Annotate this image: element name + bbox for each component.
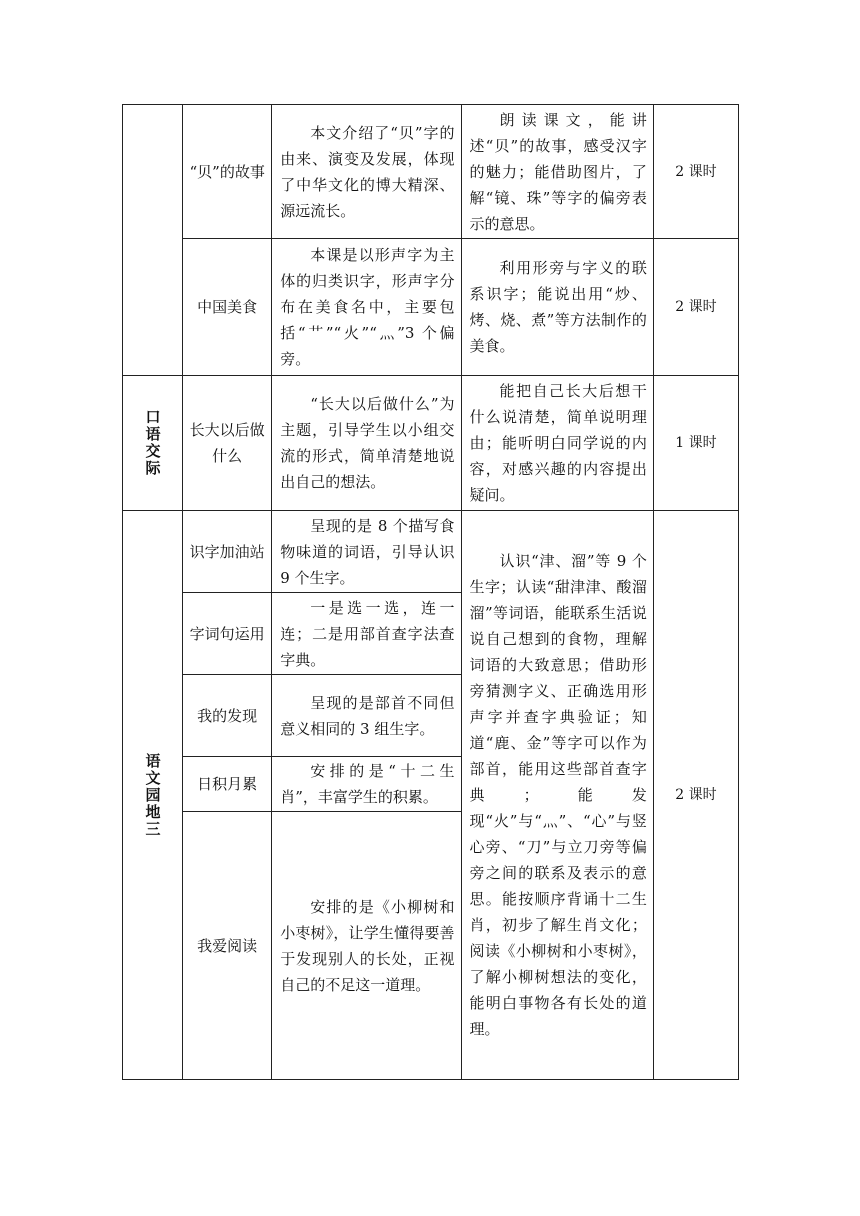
lesson-content: 呈现的是部首不同但意义相同的 3 组生字。 xyxy=(272,675,461,757)
lesson-hours: 2 课时 xyxy=(653,239,738,376)
section-title: 口语交际 xyxy=(143,409,162,477)
lesson-hours: 2 课时 xyxy=(653,105,738,239)
lesson-hours: 2 课时 xyxy=(653,511,738,1080)
section-cell xyxy=(123,376,183,511)
lesson-name: “贝”的故事 xyxy=(183,105,272,239)
lesson-content: 安排的是《小柳树和小枣树》，让学生懂得要善于发现别人的长处，正视自己的不足这一道理。 xyxy=(272,812,461,1080)
lesson-name: 字词句运用 xyxy=(183,593,272,675)
table-row xyxy=(123,239,739,376)
lesson-goal: 认识“津、溜”等 9 个生字；认读“甜津津、酸溜溜”等词语，能联系生活说说自己想到的食物，理解词语的大致意思；借助形旁猜测字义、正确选用形声字并查字典验证；知道“鹿、金”等字可以作为部首，能用这些部首查字典；能发现“火”与“灬”、“心”与竖心旁、“刀”与立刀旁等偏旁之间的联系及表示的意思。能按顺序背诵十二生肖，初步了解生肖文化；阅读《小柳树和小枣树》，了解小柳树想法的变化，能明白事物各有长处的道理。 xyxy=(461,511,653,1080)
section-cell xyxy=(123,105,183,376)
lesson-content: 本文介绍了“贝”字的由来、演变及发展，体现了中华文化的博大精深、源远流长。 xyxy=(272,105,461,239)
section-title: 语文园地三 xyxy=(143,752,162,838)
section-cell xyxy=(123,511,183,1080)
lesson-name: 我的发现 xyxy=(183,675,272,757)
lesson-name: 中国美食 xyxy=(183,239,272,376)
lesson-name: 长大以后做什么 xyxy=(183,376,272,511)
lesson-name: 我爱阅读 xyxy=(183,812,272,1080)
lesson-name: 日积月累 xyxy=(183,757,272,812)
lesson-content: “长大以后做什么”为主题，引导学生以小组交流的形式，简单清楚地说出自己的想法。 xyxy=(272,376,461,511)
table-row xyxy=(123,376,739,511)
lesson-content: 安排的是“十二生肖”，丰富学生的积累。 xyxy=(272,757,461,812)
lesson-hours: 1 课时 xyxy=(653,376,738,511)
lesson-content: 呈现的是 8 个描写食物味道的词语，引导认识 9 个生字。 xyxy=(272,511,461,593)
lesson-plan-table xyxy=(122,104,739,1080)
lesson-content: 本课是以形声字为主体的归类识字，形声字分布在美食名中，主要包括“艹”“火”“灬”3 个偏旁。 xyxy=(272,239,461,376)
lesson-name: 识字加油站 xyxy=(183,511,272,593)
lesson-content: 一是选一选，连一连；二是用部首查字法查字典。 xyxy=(272,593,461,675)
lesson-goal: 能把自己长大后想干什么说清楚，简单说明理由；能听明白同学说的内容，对感兴趣的内容提出疑问。 xyxy=(461,376,653,511)
lesson-goal: 利用形旁与字义的联系识字；能说出用“炒、烤、烧、煮”等方法制作的美食。 xyxy=(461,239,653,376)
table-row xyxy=(123,511,739,593)
table-row xyxy=(123,105,739,239)
lesson-goal: 朗读课文，能讲述“贝”的故事，感受汉字的魅力；能借助图片，了解“镜、珠”等字的偏旁表示的意思。 xyxy=(461,105,653,239)
